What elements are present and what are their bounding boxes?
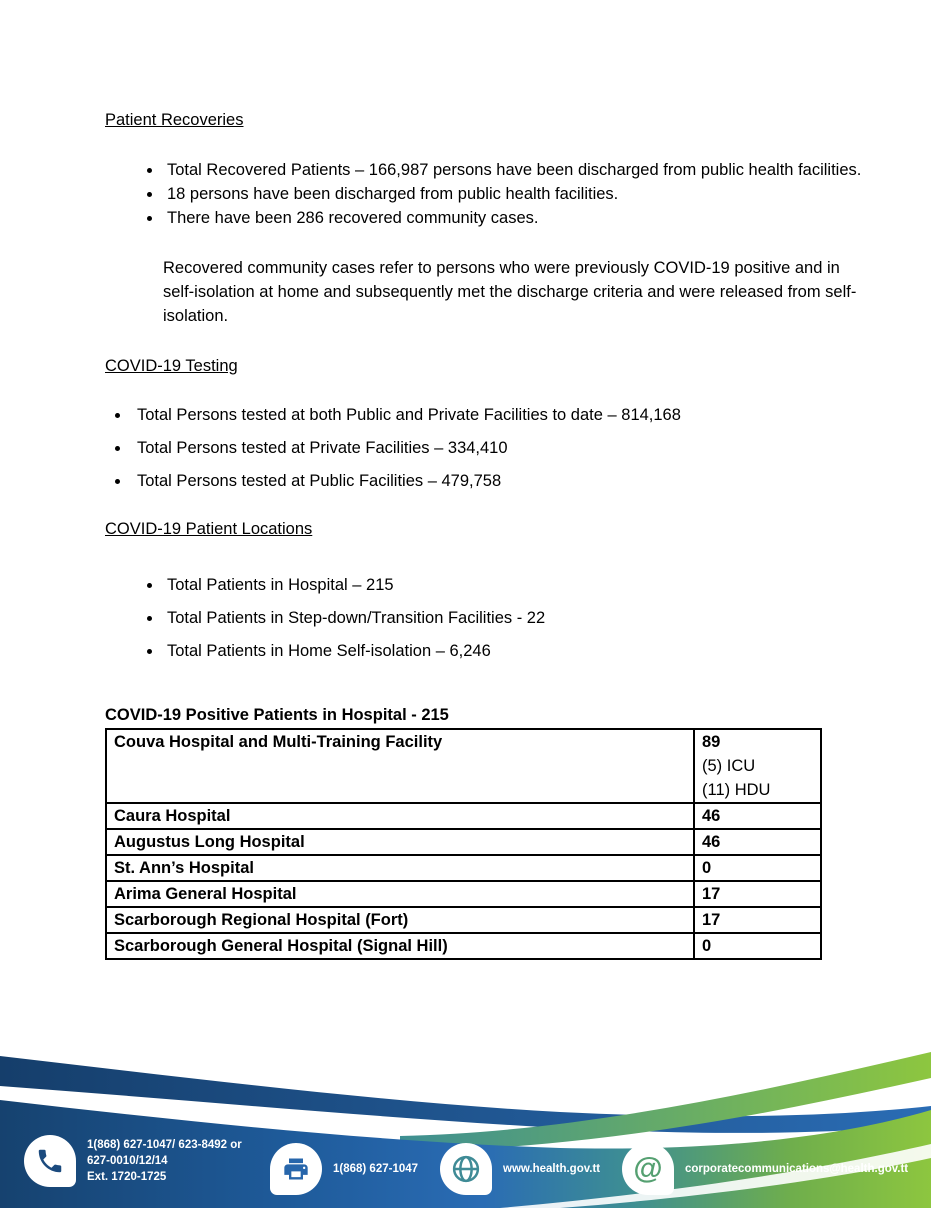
fax-contact xyxy=(270,1143,418,1195)
website-contact xyxy=(440,1143,600,1195)
locations-list xyxy=(163,573,865,663)
table-row xyxy=(106,803,821,829)
table-row xyxy=(106,829,821,855)
fax-number: 1(868) 627-1047 xyxy=(333,1163,419,1175)
facility-cell: Scarborough General Hospital (Signal Hill) xyxy=(106,933,694,959)
email-address: corporatecommunications@health.gov.tt xyxy=(685,1163,909,1175)
list-item: • Total Patients in Hospital – 215 xyxy=(163,573,865,597)
count-cell xyxy=(694,729,821,803)
globe-icon xyxy=(440,1143,492,1195)
heading-patient-recoveries: Patient Recoveries xyxy=(105,111,244,129)
list-item: • 18 persons have been discharged from public health facilities. xyxy=(163,182,865,206)
recovered-cases-note: Recovered community cases refer to persons who were previously COVID-19 positive and in self-isolation at home and subsequently met the discharge criteria and were released from self-isolation. xyxy=(163,259,857,325)
icu-detail: (5) ICU xyxy=(702,757,756,775)
list-item: • Total Patients in Home Self-isolation – 6,246 xyxy=(163,639,865,663)
table-row xyxy=(106,881,821,907)
fax-icon xyxy=(270,1143,322,1195)
facility-cell: Caura Hospital xyxy=(106,803,694,829)
list-item: • Total Patients in Step-down/Transition Facilities - 22 xyxy=(163,606,865,630)
document-body xyxy=(105,108,865,960)
count-cell: 0 xyxy=(694,933,821,959)
phone-line: 627-0010/12/14 xyxy=(87,1155,168,1167)
facility-cell: Arima General Hospital xyxy=(106,881,694,907)
facility-cell: St. Ann’s Hospital xyxy=(106,855,694,881)
list-item: • Total Persons tested at Private Facilities – 334,410 xyxy=(131,436,865,460)
facility-cell: Augustus Long Hospital xyxy=(106,829,694,855)
count-cell: 17 xyxy=(694,881,821,907)
heading-covid-testing: COVID-19 Testing xyxy=(105,357,238,375)
website-url: www.health.gov.tt xyxy=(503,1163,601,1175)
recoveries-list xyxy=(163,158,865,230)
list-item: • Total Persons tested at Public Facilities – 479,758 xyxy=(131,469,865,493)
count-cell: 46 xyxy=(694,829,821,855)
facility-cell: Scarborough Regional Hospital (Fort) xyxy=(106,907,694,933)
table-row xyxy=(106,907,821,933)
table-row xyxy=(106,729,821,803)
count-value: 89 xyxy=(702,733,721,751)
hospital-table xyxy=(105,728,822,960)
phone-contact xyxy=(24,1135,242,1187)
footer-letterhead xyxy=(0,1040,931,1208)
count-cell: 46 xyxy=(694,803,821,829)
count-cell: 0 xyxy=(694,855,821,881)
testing-list xyxy=(131,403,865,493)
phone-icon xyxy=(24,1135,76,1187)
phone-line: 1(868) 627-1047/ 623-8492 or xyxy=(87,1139,242,1151)
hospital-table-title: COVID-19 Positive Patients in Hospital - 215 xyxy=(105,706,449,724)
email-icon: @ xyxy=(622,1143,674,1195)
facility-cell: Couva Hospital and Multi-Training Facility xyxy=(106,729,694,803)
email-contact xyxy=(622,1143,908,1195)
list-item: • Total Persons tested at both Public and Private Facilities to date – 814,168 xyxy=(131,403,865,427)
table-row xyxy=(106,933,821,959)
hdu-detail: (11) HDU xyxy=(702,781,771,799)
list-item: • Total Recovered Patients – 166,987 persons have been discharged from public health facilities. xyxy=(163,158,865,182)
count-cell: 17 xyxy=(694,907,821,933)
list-item: • There have been 286 recovered community cases. xyxy=(163,206,865,230)
table-row xyxy=(106,855,821,881)
heading-patient-locations: COVID-19 Patient Locations xyxy=(105,520,313,538)
phone-numbers xyxy=(87,1137,242,1185)
phone-line: Ext. 1720-1725 xyxy=(87,1171,167,1183)
